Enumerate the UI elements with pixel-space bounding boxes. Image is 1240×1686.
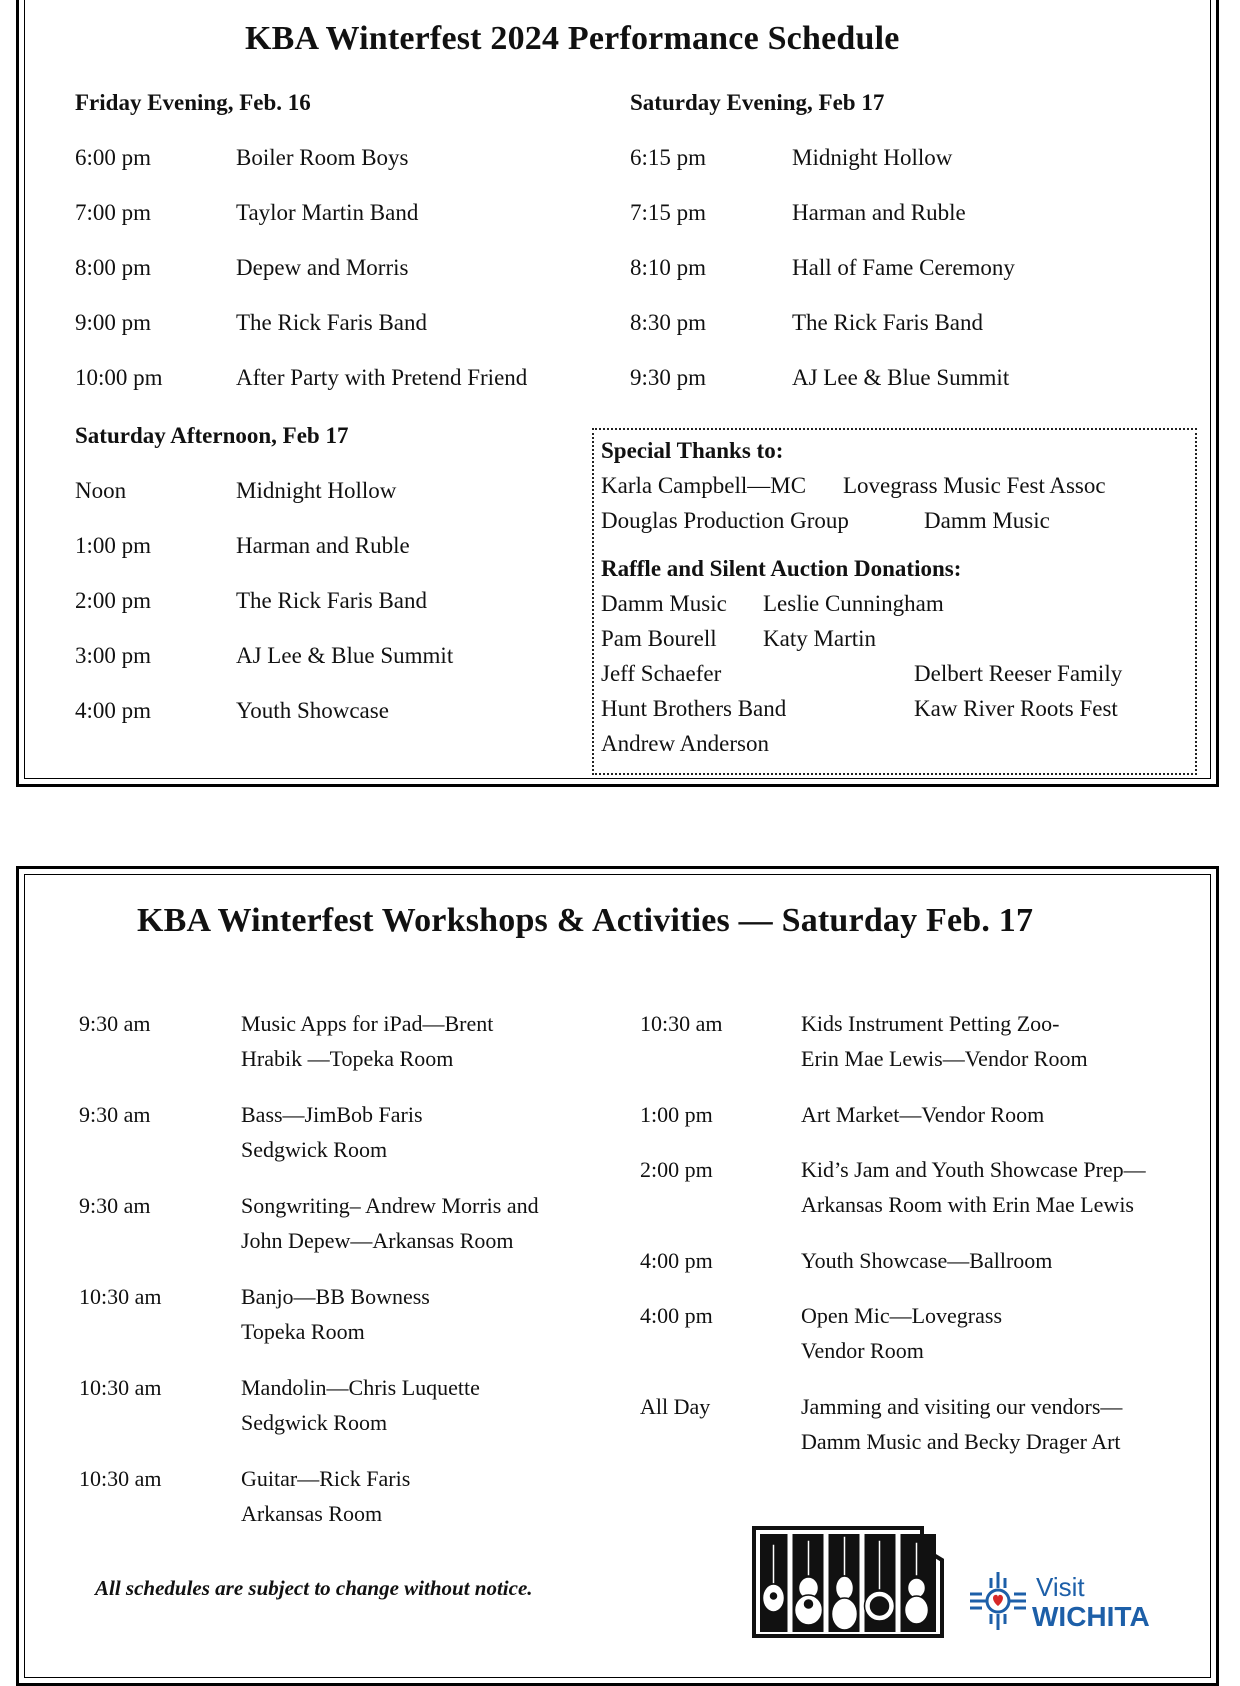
donor-name: Hunt Brothers Band	[601, 696, 787, 721]
friday-time: 6:00 pm	[75, 145, 152, 170]
sat-evening-act: Harman and Ruble	[792, 200, 966, 225]
donor-name: Jeff Schaefer	[601, 661, 722, 686]
workshops-title: KBA Winterfest Workshops & Activities — Saturday Feb. 17	[137, 902, 1034, 939]
donor-name: Damm Music	[601, 591, 727, 616]
activity-desc: Open Mic—Lovegrass	[801, 1303, 1003, 1328]
activity-desc: Kids Instrument Petting Zoo-	[801, 1011, 1060, 1036]
activity-desc: Youth Showcase—Ballroom	[801, 1248, 1053, 1273]
activity-desc: Vendor Room	[801, 1338, 924, 1363]
donor-name: Kaw River Roots Fest	[914, 696, 1118, 721]
workshop-desc: John Depew—Arkansas Room	[241, 1228, 514, 1253]
donor-name: Pam Bourell	[601, 626, 717, 651]
sat-afternoon-act: Harman and Ruble	[236, 533, 410, 558]
workshop-desc: Arkansas Room	[241, 1501, 383, 1526]
activity-desc: Arkansas Room with Erin Mae Lewis	[801, 1192, 1134, 1217]
raffle-heading: Raffle and Silent Auction Donations:	[601, 556, 962, 581]
workshop-time: 9:30 am	[79, 1102, 151, 1127]
activity-time: 4:00 pm	[640, 1248, 713, 1273]
workshop-time: 10:30 am	[79, 1375, 162, 1400]
sat-evening-time: 7:15 pm	[630, 200, 707, 225]
activity-desc: Kid’s Jam and Youth Showcase Prep—	[801, 1157, 1146, 1182]
sat-afternoon-act: The Rick Faris Band	[236, 588, 427, 613]
sat-afternoon-time: 4:00 pm	[75, 698, 152, 723]
sat-evening-time: 8:30 pm	[630, 310, 707, 335]
thanks-name: Damm Music	[924, 508, 1050, 533]
heart-icon	[993, 1595, 1003, 1606]
workshop-time: 9:30 am	[79, 1011, 151, 1036]
donor-name: Leslie Cunningham	[763, 591, 944, 616]
workshop-time: 10:30 am	[79, 1284, 162, 1309]
workshop-desc: Banjo—BB Bowness	[241, 1284, 430, 1309]
thanks-name: Karla Campbell—MC	[601, 473, 807, 498]
activity-desc: Erin Mae Lewis—Vendor Room	[801, 1046, 1088, 1071]
sat-afternoon-time: 3:00 pm	[75, 643, 152, 668]
activity-desc: Jamming and visiting our vendors—	[801, 1394, 1123, 1419]
sat-evening-act: The Rick Faris Band	[792, 310, 983, 335]
logo-wichita-text: WICHITA	[1032, 1601, 1150, 1632]
workshop-desc: Mandolin—Chris Luquette	[241, 1375, 480, 1400]
donor-name: Katy Martin	[763, 626, 877, 651]
friday-act: Depew and Morris	[236, 255, 409, 280]
activity-desc: Damm Music and Becky Drager Art	[801, 1429, 1121, 1454]
workshop-time: 9:30 am	[79, 1193, 151, 1218]
sat-evening-time: 9:30 pm	[630, 365, 707, 390]
workshop-desc: Topeka Room	[241, 1319, 365, 1344]
sat-afternoon-act: Youth Showcase	[236, 698, 389, 723]
thanks-name: Lovegrass Music Fest Assoc	[843, 473, 1106, 498]
workshop-time: 10:30 am	[79, 1466, 162, 1491]
saturday-afternoon-heading: Saturday Afternoon, Feb 17	[75, 423, 349, 448]
workshop-desc: Sedgwick Room	[241, 1137, 388, 1162]
friday-act: Taylor Martin Band	[236, 200, 419, 225]
workshop-desc: Songwriting– Andrew Morris and	[241, 1193, 539, 1218]
friday-act: Boiler Room Boys	[236, 145, 409, 170]
workshop-desc: Guitar—Rick Faris	[241, 1466, 411, 1491]
friday-time: 9:00 pm	[75, 310, 152, 335]
visit-wichita-logo	[966, 1570, 1188, 1632]
workshop-desc: Sedgwick Room	[241, 1410, 388, 1435]
sat-afternoon-act: AJ Lee & Blue Summit	[236, 643, 454, 668]
sat-evening-act: Hall of Fame Ceremony	[792, 255, 1015, 280]
logo-visit-text: Visit	[1036, 1572, 1085, 1602]
workshop-desc: Music Apps for iPad—Brent	[241, 1011, 494, 1036]
sat-evening-act: AJ Lee & Blue Summit	[792, 365, 1010, 390]
activity-time: 2:00 pm	[640, 1157, 713, 1182]
workshop-desc: Bass—JimBob Faris	[241, 1102, 423, 1127]
sat-afternoon-act: Midnight Hollow	[236, 478, 397, 503]
donor-name: Delbert Reeser Family	[914, 661, 1123, 686]
activity-time: 10:30 am	[640, 1011, 723, 1036]
sat-afternoon-time: 1:00 pm	[75, 533, 152, 558]
activity-time: All Day	[640, 1394, 711, 1419]
activity-time: 1:00 pm	[640, 1102, 713, 1127]
friday-time: 8:00 pm	[75, 255, 152, 280]
workshop-desc: Hrabik —Topeka Room	[241, 1046, 454, 1071]
sat-afternoon-time: Noon	[75, 478, 127, 503]
sat-afternoon-time: 2:00 pm	[75, 588, 152, 613]
activity-time: 4:00 pm	[640, 1303, 713, 1328]
special-thanks-heading: Special Thanks to:	[601, 438, 784, 463]
friday-heading: Friday Evening, Feb. 16	[75, 90, 311, 115]
donor-name: Andrew Anderson	[601, 731, 769, 756]
sat-evening-time: 6:15 pm	[630, 145, 707, 170]
kba-instruments-logo	[752, 1526, 958, 1638]
thanks-name: Douglas Production Group	[601, 508, 849, 533]
schedule-disclaimer: All schedules are subject to change without notice.	[95, 1576, 533, 1600]
friday-time: 10:00 pm	[75, 365, 163, 390]
performance-title: KBA Winterfest 2024 Performance Schedule	[245, 20, 900, 57]
activity-desc: Art Market—Vendor Room	[801, 1102, 1045, 1127]
friday-act: The Rick Faris Band	[236, 310, 427, 335]
sat-evening-time: 8:10 pm	[630, 255, 707, 280]
saturday-evening-heading: Saturday Evening, Feb 17	[630, 90, 885, 115]
friday-time: 7:00 pm	[75, 200, 152, 225]
sat-evening-act: Midnight Hollow	[792, 145, 953, 170]
friday-act: After Party with Pretend Friend	[236, 365, 528, 390]
